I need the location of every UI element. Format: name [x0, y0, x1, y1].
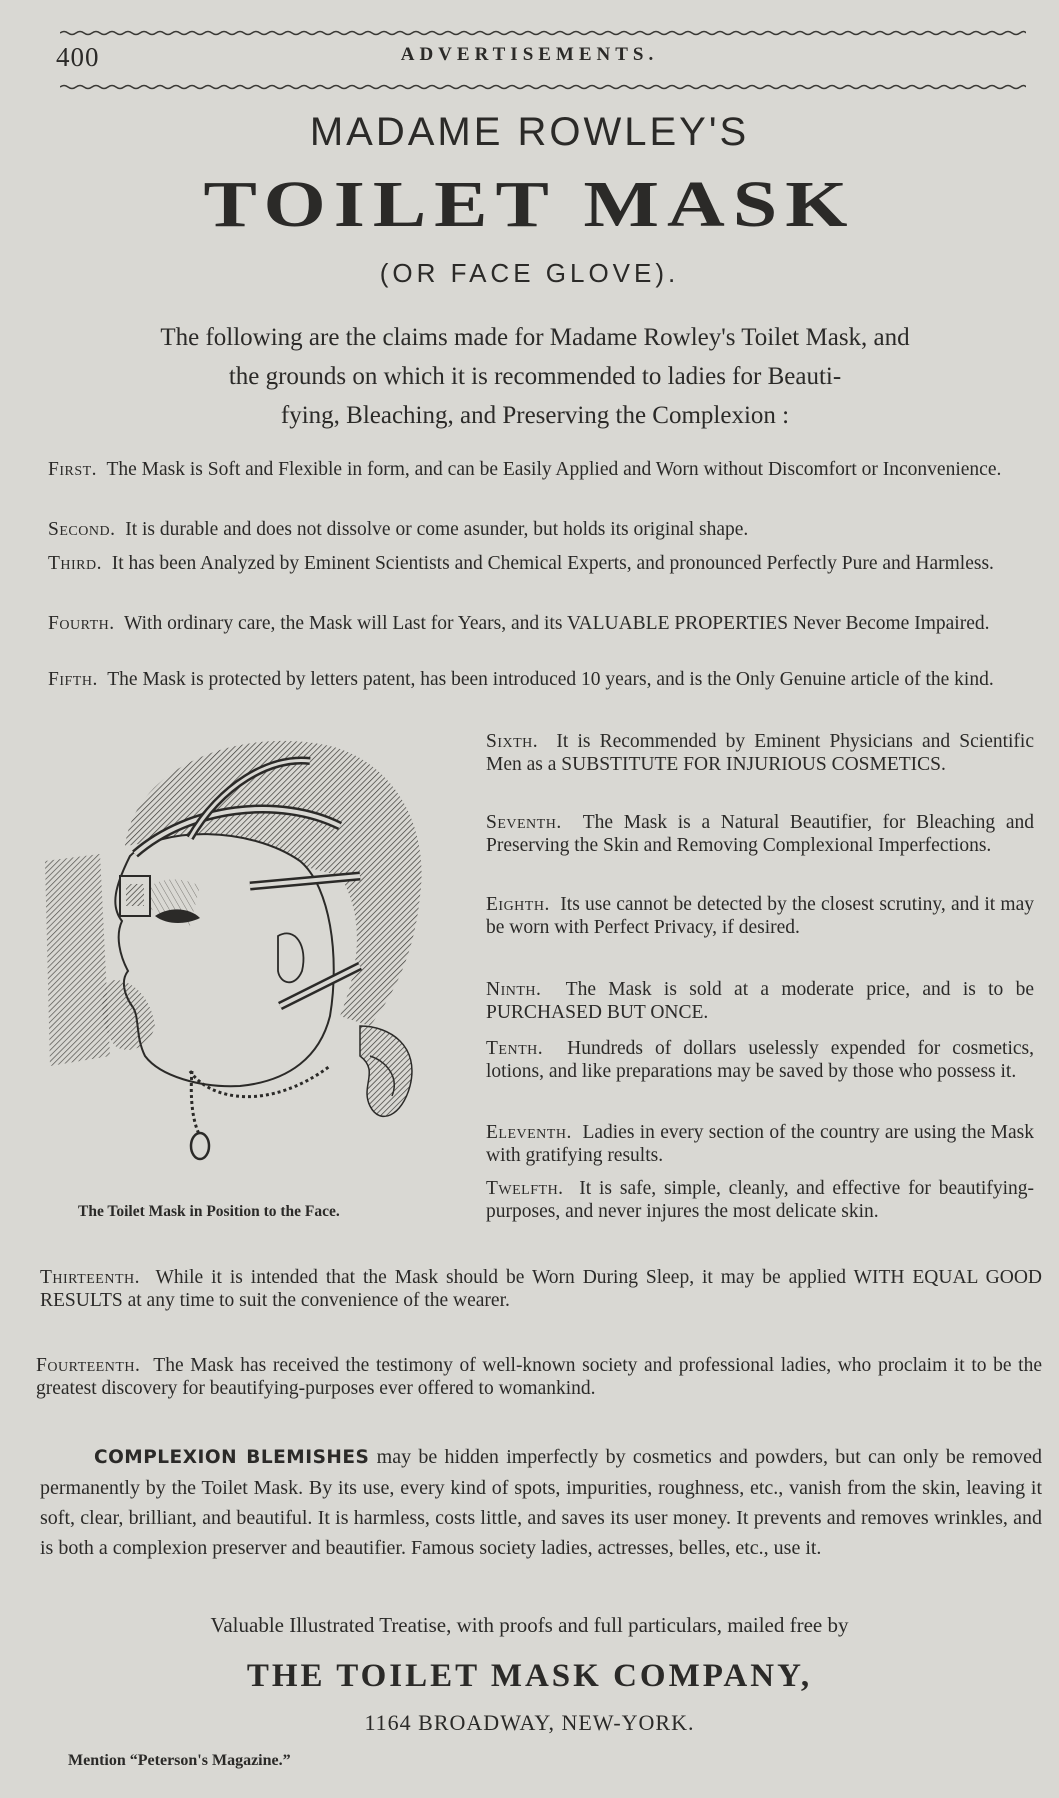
claim-sixth: [486, 730, 1034, 776]
claim-text: The Mask is protected by letters patent, has been introduced 10 years, and is the Only Genuine article of the kind.: [107, 669, 994, 690]
product-title: TOILET MASK: [203, 168, 856, 241]
claim-twelfth: [486, 1177, 1034, 1223]
brand-name: MADAME ROWLEY'S: [309, 110, 750, 154]
claim-label: Fourteenth.: [36, 1355, 141, 1376]
claim-text: With ordinary care, the Mask will Last for Years, and its VALUABLE PROPERTIES Never Become Impaired.: [124, 613, 990, 634]
bottom-wavy-rule: [60, 84, 1026, 90]
toilet-mask-illustration: [40, 726, 480, 1186]
claim-text: Its use cannot be detected by the closest scrutiny, and it may be worn with Perfect Privacy, if desired.: [486, 894, 1034, 938]
product-subtitle: (OR FACE GLOVE).: [379, 258, 680, 288]
blemish-text: may be hidden imperfectly by cosmetics and powders, but can only be removed permanently by the Toilet Mask. By its use, every kind of spots, impurities, roughness, etc., vanish from the skin, leaving it soft, clear, brilliant, and beautiful. It is harmless, costs little, and saves its user money. It prevents and removes wrinkles, and is both a complexion preserver and beautifier. Famous society ladies, actresses, belles, etc., use it.: [40, 1446, 1042, 1559]
claim-text: The Mask is sold at a moderate price, and is to be PURCHASED BUT ONCE.: [486, 979, 1035, 1023]
claim-fourteenth: [36, 1354, 1042, 1400]
claim-first: [48, 458, 1034, 481]
page-number: 400: [56, 42, 100, 72]
claim-label: Eleventh.: [486, 1122, 572, 1143]
company-address: 1164 BROADWAY, NEW-YORK.: [364, 1710, 695, 1735]
page-header-title: ADVERTISEMENTS.: [400, 44, 659, 65]
intro-paragraph: [40, 318, 1030, 435]
claim-label: Ninth.: [486, 979, 542, 1000]
claim-label: Twelfth.: [486, 1178, 564, 1199]
claim-label: Fourth.: [48, 613, 115, 634]
claim-label: Sixth.: [486, 731, 539, 752]
intro-line: fying, Bleaching, and Preserving the Complexion :: [280, 402, 790, 429]
claim-text: While it is intended that the Mask should be Worn During Sleep, it may be applied WITH EQUAL GOOD RESULTS at any time to suit the convenience of the wearer.: [40, 1267, 1042, 1311]
claim-seventh: [486, 811, 1034, 857]
claim-third: [48, 552, 1034, 575]
top-wavy-rule: [60, 30, 1026, 36]
blemish-lead: COMPLEXION BLEMISHES: [94, 1447, 370, 1468]
claim-label: Fifth.: [48, 669, 98, 690]
claim-text: The Mask is Soft and Flexible in form, and can be Easily Applied and Worn without Discomfort or Inconvenience.: [106, 459, 1002, 480]
claim-text: Hundreds of dollars uselessly expended for cosmetics, lotions, and like preparations may be saved by those who possess it.: [486, 1038, 1034, 1082]
claim-label: Second.: [48, 519, 116, 540]
company-name: THE TOILET MASK COMPANY,: [246, 1658, 813, 1694]
claim-fourth: [48, 612, 1034, 635]
claim-label: First.: [48, 459, 98, 480]
complexion-blemishes-paragraph: [40, 1442, 1042, 1563]
illustration-caption: The Toilet Mask in Position to the Face.: [78, 1203, 340, 1220]
claim-label: Third.: [48, 553, 103, 574]
claim-thirteenth: [40, 1266, 1042, 1312]
intro-line: The following are the claims made for Madame Rowley's Toilet Mask, and: [160, 324, 910, 351]
claim-label: Tenth.: [486, 1038, 544, 1059]
claim-ninth: [486, 978, 1034, 1024]
claim-label: Seventh.: [486, 812, 562, 833]
claim-second: [48, 518, 1034, 541]
claim-text: It has been Analyzed by Eminent Scientists and Chemical Experts, and pronounced Perfectly Pure and Harmless.: [111, 553, 994, 574]
claim-text: It is Recommended by Eminent Physicians and Scientific Men as a SUBSTITUTE FOR INJURIOUS COSMETICS.: [486, 731, 1035, 775]
claim-text: It is durable and does not dissolve or come asunder, but holds its original shape.: [125, 519, 749, 540]
claim-eleventh: [486, 1121, 1034, 1167]
claim-text: It is safe, simple, cleanly, and effective for beautifying-purposes, and never injures the most delicate skin.: [486, 1178, 1034, 1222]
claim-text: The Mask has received the testimony of well-known society and professional ladies, who proclaim it to be the greatest discovery for beautifying-purposes ever offered to womankind.: [36, 1355, 1043, 1399]
claim-tenth: [486, 1037, 1034, 1083]
claim-text: The Mask is a Natural Beautifier, for Bleaching and Preserving the Skin and Removing Complexional Imperfections.: [486, 812, 1034, 856]
claim-label: Thirteenth.: [40, 1267, 140, 1288]
claim-label: Eighth.: [486, 894, 550, 915]
magazine-mention: Mention “Peterson's Magazine.”: [68, 1752, 291, 1769]
claim-text: Ladies in every section of the country are using the Mask with gratifying results.: [486, 1122, 1035, 1166]
claim-fifth: [48, 668, 1034, 691]
treatise-offer: Valuable Illustrated Treatise, with proofs and full particulars, mailed free by: [210, 1613, 849, 1637]
intro-line: the grounds on which it is recommended to ladies for Beauti-: [228, 363, 842, 390]
claim-eighth: [486, 893, 1034, 939]
